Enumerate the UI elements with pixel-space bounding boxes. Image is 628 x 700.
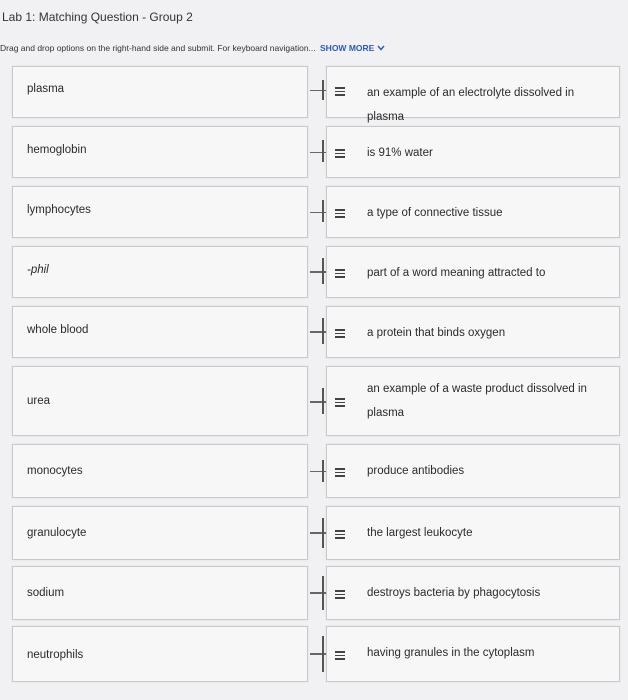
- term-box: [12, 306, 308, 358]
- show-more-link[interactable]: [320, 43, 385, 53]
- answer-label: having granules in the cytoplasm: [367, 647, 535, 659]
- drag-handle-icon[interactable]: [335, 590, 345, 601]
- term-box: [12, 444, 308, 498]
- answer-label: destroys bacteria by phagocytosis: [367, 587, 541, 599]
- instructions: [0, 43, 385, 53]
- instructions-text: Drag and drop options on the right-hand side and submit. For keyboard navigation...: [0, 43, 316, 53]
- answer-label: a protein that binds oxygen: [367, 327, 506, 339]
- term-label: granulocyte: [27, 527, 87, 539]
- drag-handle-icon[interactable]: [335, 87, 345, 98]
- answer-label: an example of an electrolyte dissolved in plasma: [367, 87, 575, 123]
- connector-tick: [322, 636, 324, 672]
- term-box: [12, 506, 308, 560]
- connector-tick: [322, 318, 324, 344]
- page-title: Lab 1: Matching Question - Group 2: [2, 10, 193, 24]
- connector-tick: [322, 576, 324, 610]
- answer-option[interactable]: [326, 566, 620, 620]
- drag-handle-icon[interactable]: [335, 209, 345, 220]
- connector-tick: [322, 388, 324, 414]
- term-box: [12, 626, 308, 682]
- drag-handle-icon[interactable]: [335, 269, 345, 280]
- term-label: -phil: [27, 264, 49, 276]
- drag-handle-icon[interactable]: [335, 530, 345, 541]
- term-label: plasma: [27, 83, 65, 95]
- answer-label: a type of connective tissue: [367, 207, 503, 219]
- answer-label: part of a word meaning attracted to: [367, 267, 546, 279]
- drag-handle-icon[interactable]: [335, 468, 345, 479]
- connector-tick: [322, 200, 324, 222]
- answer-option[interactable]: [326, 506, 620, 560]
- answer-option[interactable]: [326, 126, 620, 178]
- show-more-label: SHOW MORE: [320, 43, 375, 53]
- term-label: sodium: [27, 587, 65, 599]
- answer-option[interactable]: [326, 626, 620, 682]
- drag-handle-icon[interactable]: [335, 329, 345, 340]
- answer-label: produce antibodies: [367, 465, 465, 477]
- answer-label: is 91% water: [367, 147, 433, 159]
- term-box: [12, 126, 308, 178]
- connector-tick: [322, 140, 324, 162]
- connector-tick: [322, 518, 324, 548]
- term-label: whole blood: [27, 324, 89, 336]
- term-box: [12, 566, 308, 620]
- answer-option[interactable]: [326, 366, 620, 436]
- term-label: urea: [27, 395, 51, 407]
- drag-handle-icon[interactable]: [335, 398, 345, 409]
- answer-label: the largest leukocyte: [367, 527, 473, 539]
- answer-option[interactable]: [326, 306, 620, 358]
- drag-handle-icon[interactable]: [335, 651, 345, 662]
- term-label: monocytes: [27, 465, 83, 477]
- term-box: [12, 66, 308, 118]
- term-box: [12, 186, 308, 238]
- term-box: [12, 246, 308, 298]
- chevron-down-icon: [377, 45, 385, 51]
- answer-option[interactable]: [326, 66, 620, 123]
- term-label: neutrophils: [27, 649, 84, 661]
- connector-tick: [322, 80, 324, 100]
- answer-option[interactable]: [326, 444, 620, 498]
- drag-handle-icon[interactable]: [335, 149, 345, 160]
- connector-tick: [322, 258, 324, 284]
- answer-label: an example of a waste product dissolved in plasma: [367, 383, 587, 419]
- term-box: [12, 366, 308, 436]
- connector-tick: [322, 460, 324, 482]
- answer-option[interactable]: [326, 246, 620, 298]
- term-label: lymphocytes: [27, 204, 91, 216]
- term-label: hemoglobin: [27, 144, 87, 156]
- answer-option[interactable]: [326, 186, 620, 238]
